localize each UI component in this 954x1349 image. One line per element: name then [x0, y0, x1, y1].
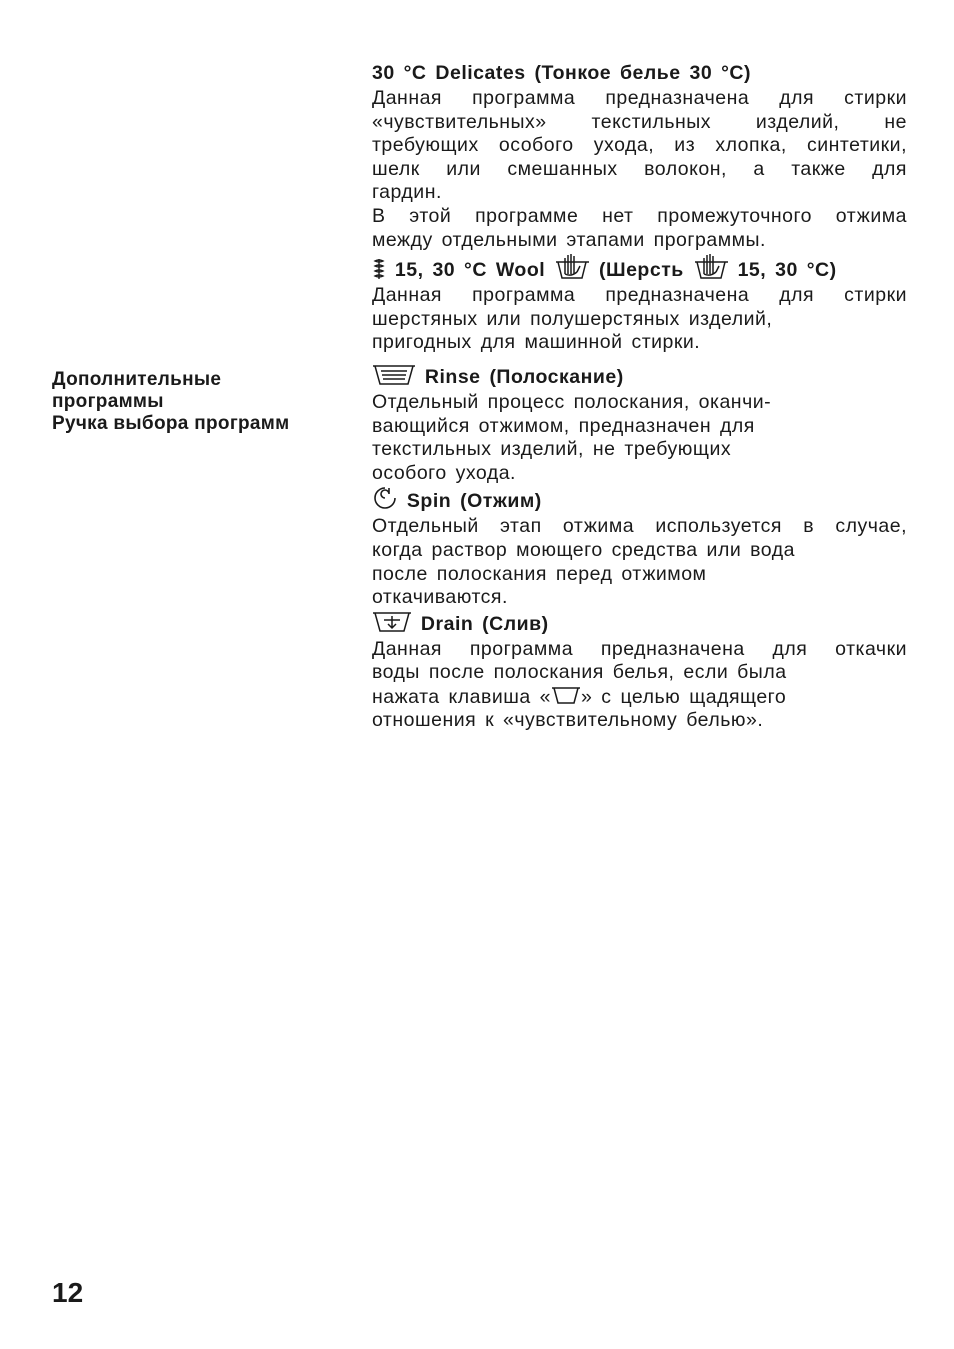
- wool-line: Данная программа предназначена для стирки: [372, 284, 907, 307]
- section-spin: [372, 485, 907, 609]
- rinse-tub-icon: [372, 363, 416, 387]
- spin-heading-text: Spin (Отжим): [406, 490, 542, 513]
- delicates-line: Данная программа предназначена для стирки: [372, 87, 907, 109]
- rinse-line: текстильных изделий, не требующих: [372, 438, 732, 461]
- rinse-heading-text: Rinse (Полоскание): [424, 365, 624, 388]
- main-column: [372, 60, 907, 733]
- drain-line: отношения к «чувствительному белью».: [372, 709, 764, 732]
- sidebar-line-1: Дополнительные: [52, 369, 222, 390]
- drain-line: Данная программа предназначена для откачки: [372, 637, 907, 660]
- wool-heading-c: 15, 30 °C): [737, 259, 837, 282]
- drain-tub-icon: [372, 610, 412, 634]
- wool-heading-b: (Шерсть: [599, 259, 684, 282]
- section-drain: [372, 610, 907, 733]
- delicates-line: В этой программе нет промежуточного отжима: [372, 204, 907, 227]
- delicates-line: шелк или смешанных волокон, а также для: [372, 157, 907, 180]
- drain-line-3-a: нажата клавиша «: [372, 685, 552, 708]
- rinse-line: вающийся отжимом, предназначен для: [372, 414, 755, 437]
- spin-line: Отдельный этап отжима используется в случае,: [372, 515, 907, 538]
- drain-heading-text: Drain (Слив): [420, 612, 549, 635]
- spin-heading: [372, 485, 907, 515]
- skein-icon: [372, 258, 386, 280]
- drain-heading: [372, 610, 907, 638]
- spin-line: когда раствор моющего средства или вода: [372, 538, 795, 561]
- section-delicates: [372, 60, 907, 252]
- rinse-line: особого ухода.: [372, 461, 516, 484]
- delicates-line: требующих особого ухода, из хлопка, синтетики,: [372, 134, 907, 157]
- wool-line: пригодных для машинной стирки.: [372, 331, 701, 354]
- drain-line-3-b: » с целью щадящего: [581, 685, 787, 708]
- wool-heading-a: 15, 30 °C Wool: [394, 259, 546, 282]
- drain-line-3: [372, 685, 907, 710]
- spin-line: после полоскания перед отжимом: [372, 562, 707, 585]
- drain-line: воды после полоскания белья, если была: [372, 661, 787, 684]
- wool-line: шерстяных или полушерстяных изделий,: [372, 307, 773, 330]
- delicates-line: «чувствительных» текстильных изделий, не: [372, 110, 907, 133]
- tub-icon: [551, 685, 581, 705]
- sidebar-heading: [52, 369, 290, 435]
- section-wool: [372, 252, 907, 355]
- spin-line: откачиваются.: [372, 586, 508, 609]
- sidebar-line-3: Ручка выбора программ: [52, 413, 290, 434]
- hand-wash-icon: [693, 252, 729, 280]
- delicates-line: гардин.: [372, 181, 442, 204]
- rinse-line: Отдельный процесс полоскания, оканчи-: [372, 390, 772, 413]
- sidebar-line-2: программы: [52, 391, 164, 412]
- section-rinse: [372, 363, 907, 485]
- wool-heading: [372, 252, 907, 284]
- spin-icon: [372, 485, 398, 511]
- page-number: 12: [52, 1277, 84, 1308]
- rinse-heading: [372, 363, 907, 391]
- delicates-heading: 30 °C Delicates (Тонкое белье 30 °C): [372, 62, 752, 84]
- delicates-line: между отдельными этапами программы.: [372, 228, 766, 251]
- hand-wash-icon: [554, 252, 590, 280]
